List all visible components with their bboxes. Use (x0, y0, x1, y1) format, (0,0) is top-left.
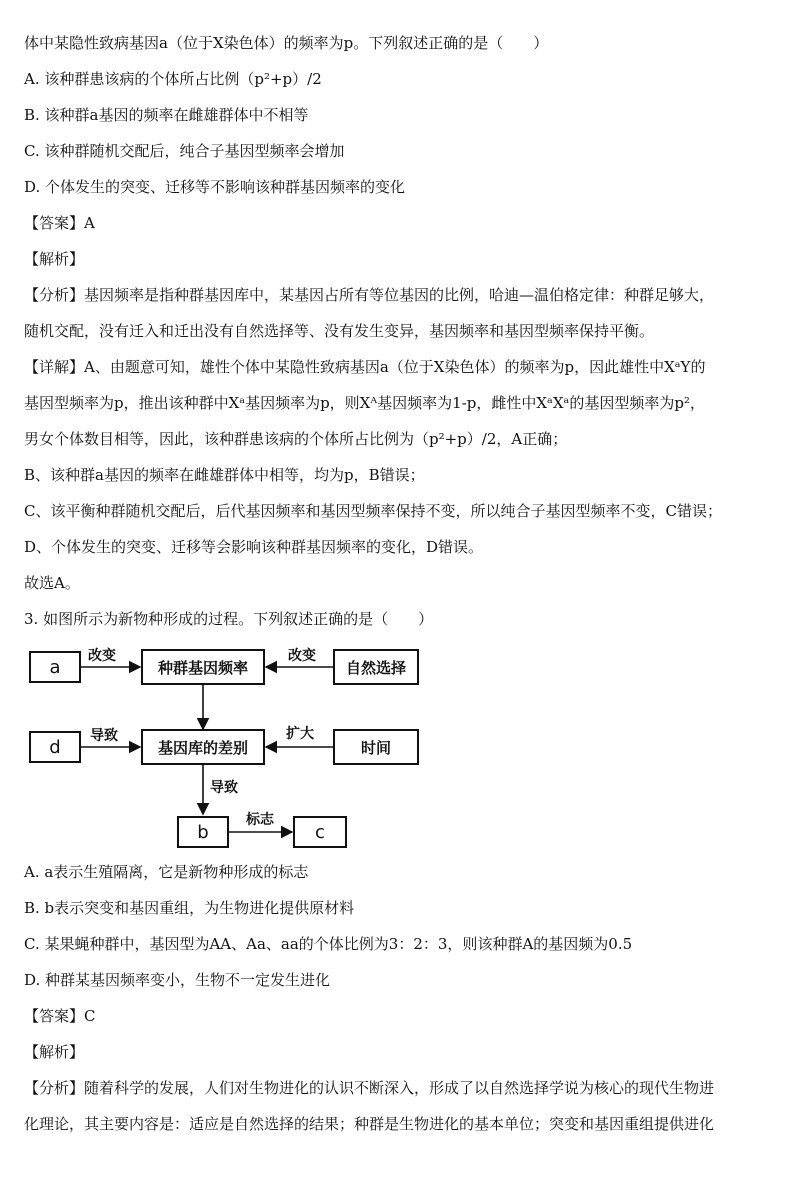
answer-label: 【答案】 (24, 1007, 85, 1025)
q3-answer-line (24, 1006, 784, 1026)
label-change-2: 改变 (288, 648, 316, 664)
box-b-label: b (197, 822, 209, 843)
q2-option-c: C. 该种群随机交配后，纯合子基因型频率会增加 (24, 142, 345, 160)
box-gene-frequency-label: 种群基因频率 (157, 659, 249, 677)
q2-option-a: A. 该种群患该病的个体所占比例（p²+p）/2 (24, 70, 322, 88)
q2-analysis-label: 【解析】 (24, 250, 85, 268)
fenxi-label: 【分析】 (24, 286, 85, 304)
q2-xiangjie-line-1 (24, 357, 784, 377)
q3-option-b: B. b表示突变和基因重组，为生物进化提供原材料 (24, 899, 355, 917)
fenxi-text: 基因频率是指种群基因库中，某基因占所有等位基因的比例，哈迪—温伯格定律：种群足够大， (84, 286, 715, 304)
label-expand: 扩大 (286, 726, 314, 742)
label-mark: 标志 (246, 812, 274, 828)
q2-option-d: D. 个体发生的突变、迁移等不影响该种群基因频率的变化 (24, 178, 406, 196)
q2-fenxi-line-1 (24, 285, 784, 305)
answer-value: C (84, 1007, 96, 1025)
q2-xiangjie-line-5: C、该平衡种群随机交配后，后代基因频率和基因型频率保持不变，所以纯合子基因型频率不变，C错误； (24, 502, 722, 520)
box-c-label: c (315, 822, 325, 843)
q3-fenxi-line-2: 化理论，其主要内容是：适应是自然选择的结果；种群是生物进化的基本单位；突变和基因重组提供进化 (24, 1115, 715, 1133)
xiangjie-label: 【详解】 (24, 358, 85, 376)
box-natural-selection-label: 自然选择 (345, 659, 407, 677)
q3-fenxi-line-1 (24, 1078, 784, 1098)
box-a-label: a (49, 657, 61, 678)
label-cause-1: 导致 (90, 728, 118, 744)
answer-value: A (84, 214, 95, 232)
speciation-flow-diagram (28, 640, 428, 850)
q2-xiangjie-line-6: D、个体发生的突变、迁移等会影响该种群基因频率的变化，D错误。 (24, 538, 484, 556)
box-d-label: d (49, 737, 61, 758)
box-time-label: 时间 (360, 739, 392, 757)
q3-option-d: D. 种群某基因频率变小，生物不一定发生进化 (24, 971, 331, 989)
box-gene-pool-difference-label: 基因库的差别 (157, 739, 249, 757)
q2-xiangjie-line-2: 基因型频率为p，推出该种群中Xᵃ基因频率为p，则Xᴬ基因频率为1-p，雌性中XᵃXᵃ的基因型频率为p²， (24, 394, 705, 412)
q3-option-c: C. 某果蝇种群中，基因型为AA、Aa、aa的个体比例为3：2：3，则该种群A的基因频为0.5 (24, 935, 633, 953)
q2-answer-line (24, 213, 784, 233)
q2-xiangjie-line-4: B、该种群a基因的频率在雌雄群体中相等，均为p，B错误； (24, 466, 425, 484)
q3-stem: 3. 如图所示为新物种形成的过程。下列叙述正确的是（ ） (24, 610, 434, 628)
q2-conclusion: 故选A。 (24, 574, 80, 592)
label-change-1: 改变 (88, 648, 116, 664)
q3-option-a: A. a表示生殖隔离，它是新物种形成的标志 (24, 863, 309, 881)
fenxi-label: 【分析】 (24, 1079, 85, 1097)
answer-label: 【答案】 (24, 214, 85, 232)
q2-fenxi-line-2: 随机交配，没有迁入和迁出没有自然选择等、没有发生变异，基因频率和基因型频率保持平衡。 (24, 322, 655, 340)
xiangjie-text: A、由题意可知，雄性个体中某隐性致病基因a（位于X染色体）的频率为p，因此雄性中XᵃY的 (84, 358, 706, 376)
label-cause-2: 导致 (210, 780, 238, 796)
q2-xiangjie-line-3: 男女个体数目相等，因此，该种群患该病的个体所占比例为（p²+p）/2，A正确； (24, 430, 568, 448)
fenxi-text: 随着科学的发展，人们对生物进化的认识不断深入，形成了以自然选择学说为核心的现代生物进 (84, 1079, 715, 1097)
q2-stem-tail: 体中某隐性致病基因a（位于X染色体）的频率为p。下列叙述正确的是（ ） (24, 34, 549, 52)
q3-analysis-label: 【解析】 (24, 1043, 85, 1061)
q2-option-b: B. 该种群a基因的频率在雌雄群体中不相等 (24, 106, 309, 124)
